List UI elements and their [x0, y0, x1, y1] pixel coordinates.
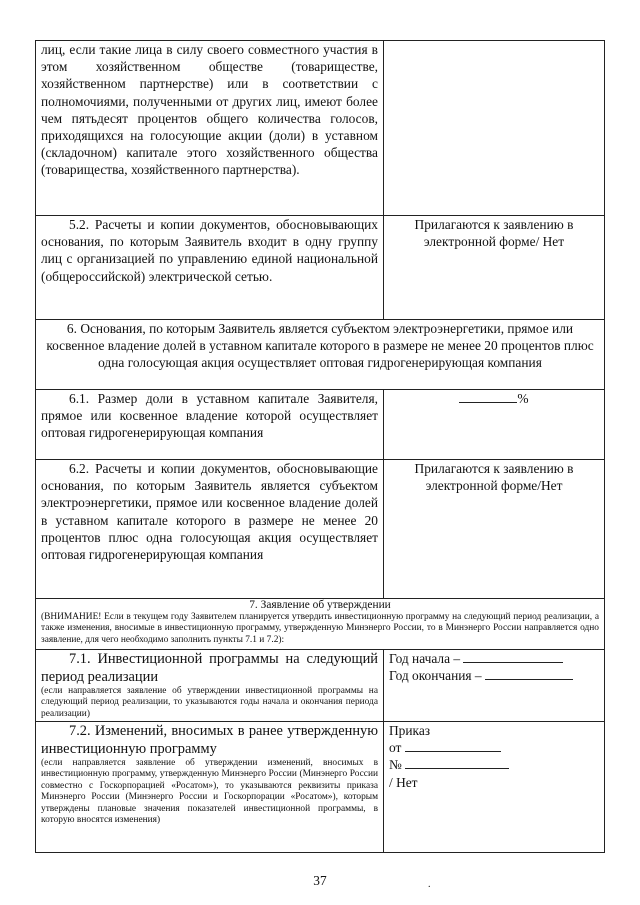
item-7-2-note: (если направляется заявление об утверждении изменений, вносимых в инвестиционную программу, утвержденную Минэнерго России (Минэнерго России совместно с Госкорпорацией «Росатом»), то указываются реквизиты приказа Минэнерго России (Минэнерго России и Госкорпорации «Росатом»), которым утверждены плановые значения показателей инвестиционной программы, в которую вносятся изменения) — [41, 758, 378, 826]
item-6-1-label: 6.1. Размер доли в уставном капитале Заявителя, прямое или косвенное владение которой осуществляет оптовая гидрогенерирующая компания — [41, 391, 378, 441]
item-7-1-label: 7.1. Инвестиционной программы на следующий период реализации — [41, 651, 378, 685]
end-year-blank[interactable] — [485, 667, 573, 680]
order-number-label: № — [389, 757, 402, 773]
item-7-2-label-cell — [36, 722, 384, 853]
item-7-1-value-cell — [384, 650, 605, 722]
section-7-header-cell — [36, 599, 605, 650]
table-row — [36, 320, 605, 390]
order-date-row — [389, 739, 599, 756]
item-7-1-note: (если направляется заявление об утверждении инвестиционной программы на следующий период реализации, то указываются годы начала и окончания периода реализации) — [41, 686, 378, 719]
item-6-2-label-cell — [36, 460, 384, 599]
continuation-text: лиц, если такие лица в силу своего совместного участия в этом хозяйственном обществе (товариществе, хозяйственном партнерстве) или в соответствии с полномочиями, полученными от других лиц, имеют более чем пятьдесят процентов общего количества голосов, приходящихся на голосующие акции (доли) в уставном (складочном) капитале этого хозяйственного общества (товарищества, хозяйственного партнерства). — [41, 42, 378, 178]
item-5-2-value: Прилагаются к заявлению в электронной форме/ Нет — [414, 217, 574, 250]
item-5-2-label-cell — [36, 216, 384, 320]
start-year-blank[interactable] — [463, 650, 563, 663]
item-5-2-value-cell[interactable] — [384, 216, 605, 320]
section-6-title: 6. Основания, по которым Заявитель является субъектом электроэнергетики, прямое или косвенное владение долей в уставном капитале которого в размере не менее 20 процентов плюс одна голосующая акция осуществляет оптовая гидрогенерирующая компания — [46, 321, 594, 371]
item-6-2-value: Прилагаются к заявлению в электронной форме/Нет — [414, 461, 574, 494]
order-label: Приказ — [389, 723, 431, 738]
share-percent-blank[interactable] — [459, 390, 517, 403]
item-6-2-value-cell[interactable] — [384, 460, 605, 599]
order-number-blank[interactable] — [405, 756, 509, 769]
table-row — [36, 599, 605, 650]
item-6-2-label: 6.2. Расчеты и копии документов, обосновывающие основания, по которым Заявитель является субъектом электроэнергетики, прямое или косвенное владение долей в уставном капитале которого в размере не менее 20 процентов плюс одна голосующая акция осуществляет оптовая гидрогенерирующая компания — [41, 461, 378, 563]
item-7-2-value-cell — [384, 722, 605, 853]
item-7-1-label-cell — [36, 650, 384, 722]
table-row — [36, 216, 605, 320]
table-row — [36, 722, 605, 853]
start-year-row — [389, 650, 599, 667]
page-number: 37 — [313, 873, 327, 888]
section-7-note: (ВНИМАНИЕ! Если в текущем году Заявителем планируется утвердить инвестиционную программу на следующий период реализации, а также изменения, вносимые в инвестиционную программу, утвержденную Минэнерго России, то в Минэнерго России направляется одно заявление, для чего необходимо заполнить пункты 7.1 и 7.2): — [41, 612, 599, 645]
order-date-blank[interactable] — [405, 739, 501, 752]
order-date-label: от — [389, 740, 402, 756]
section-7-title: 7. Заявление об утверждении — [249, 599, 391, 611]
percent-sign: % — [517, 391, 529, 406]
item-6-1-value-cell[interactable] — [384, 390, 605, 460]
order-none-label: / Нет — [389, 774, 418, 790]
item-6-1-label-cell — [36, 390, 384, 460]
footer-mark: . — [428, 879, 431, 890]
section-6-header-cell — [36, 320, 605, 390]
end-year-row — [389, 667, 599, 684]
continuation-text-cell — [36, 41, 384, 216]
end-year-label: Год окончания – — [389, 668, 482, 684]
start-year-label: Год начала – — [389, 651, 461, 666]
table-row — [36, 460, 605, 599]
table-row — [36, 41, 605, 216]
order-number-row — [389, 756, 599, 773]
item-5-2-label: 5.2. Расчеты и копии документов, обосновывающих основания, по которым Заявитель входит в одну группу лиц с организацией по управлению единой национальной (общероссийской) электрической сетью. — [41, 217, 378, 284]
table-row — [36, 650, 605, 722]
continuation-value-cell[interactable] — [384, 41, 605, 216]
table-row — [36, 390, 605, 460]
application-form-table — [35, 40, 605, 853]
item-7-2-label: 7.2. Изменений, вносимых в ранее утвержденную инвестиционную программу — [41, 723, 378, 757]
